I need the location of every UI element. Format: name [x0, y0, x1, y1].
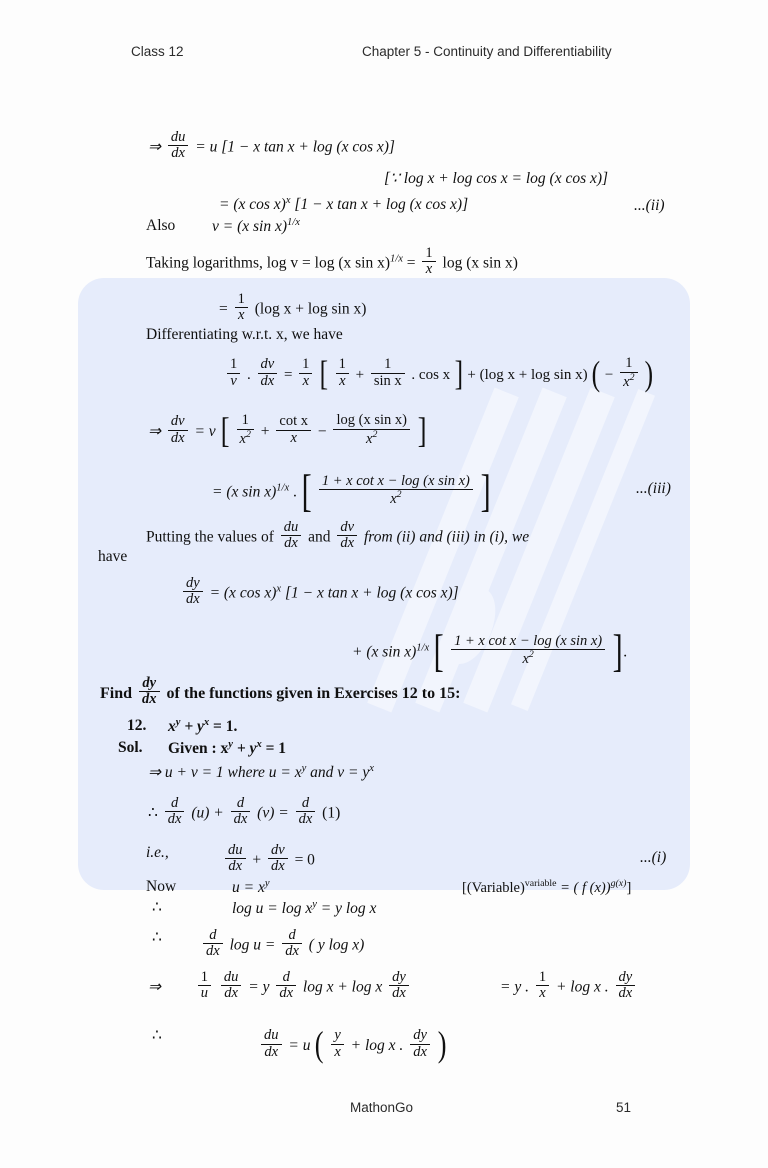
- fraction-one-over-x-5: $\frac{1}{x}$: [536, 970, 549, 1002]
- v-definition: v = (x sin x): [212, 218, 288, 236]
- implies-symbol: ⇒: [148, 138, 161, 156]
- left-bracket-2: [: [220, 410, 229, 451]
- fraction-one-over-x-2: $\frac{1}{x}$: [235, 292, 248, 324]
- fraction-dy-dx-5: $\frac{dy}{dx}$: [410, 1028, 430, 1060]
- line-expanded-log: [219, 290, 367, 326]
- header-class-label: Class 12: [131, 44, 184, 59]
- line-putting-values: [146, 518, 530, 554]
- equals-u: = u: [288, 1036, 311, 1054]
- footer-brand: MathonGo: [350, 1100, 414, 1115]
- dot-operator-2: .: [293, 483, 297, 501]
- final-rhs-part1: = (x cos x): [209, 584, 277, 602]
- ref-ii: ...(ii): [634, 197, 665, 214]
- and-v-equals: and v = y: [306, 764, 370, 782]
- log-u-equals: log u = log x: [232, 900, 313, 918]
- exponent-x-2: x: [276, 583, 282, 595]
- fraction-dv-dx-2: $\frac{dv}{dx}$: [168, 414, 188, 446]
- q12-plus-y: + y: [180, 718, 204, 736]
- right-bracket-3: ]: [480, 465, 491, 517]
- ref-iii: ...(iii): [636, 480, 671, 497]
- fraction-one-over-x-3: $\frac{1}{x}$: [299, 357, 312, 389]
- fraction-dy-dx-2: $\frac{dy}{dx}$: [139, 676, 160, 708]
- exp-y-3: y: [264, 878, 270, 889]
- plus-log-x-dot: + log x .: [555, 978, 609, 996]
- fraction-dv-dx: $\frac{dv}{dx}$: [258, 357, 278, 389]
- equation-i: [222, 841, 315, 877]
- page-header: [0, 44, 768, 66]
- fraction-dv-dx-4: $\frac{dv}{dx}$: [268, 843, 288, 875]
- plus-sign-2: +: [260, 422, 270, 440]
- q12-equals-one: = 1.: [209, 718, 238, 736]
- q12-x: x: [168, 718, 176, 736]
- u-equals-x: u = x: [232, 879, 265, 897]
- exponent-1-over-x-3: 1/x: [276, 482, 290, 494]
- and-word: and: [308, 528, 331, 546]
- equation-rhs: = u [1 − x tan x + log (x cos x)]: [195, 138, 395, 156]
- implies-symbol-4: ⇒: [148, 978, 161, 996]
- right-bracket-2: ]: [417, 410, 427, 451]
- right-paren-2: ): [437, 1024, 447, 1065]
- equation-one-over-u: [148, 968, 412, 1004]
- equation-right-side: [500, 968, 638, 1004]
- equation-final-dy-dx: [180, 574, 459, 610]
- exercise-heading: [100, 674, 461, 710]
- ref-i: ...(i): [640, 849, 667, 866]
- therefore-du-dx-final: [152, 1028, 162, 1044]
- line-u-plus-v: [148, 764, 374, 781]
- given-text: Given : x: [168, 740, 229, 758]
- plus-sign-3: +: [252, 851, 262, 869]
- fraction-one-over-v: $\frac{1}{v}$: [227, 357, 240, 389]
- footer-page-number: 51: [616, 1100, 632, 1115]
- solution-given: [168, 740, 286, 757]
- equation-u-equals: [232, 879, 270, 896]
- equation-du-dx: [148, 128, 395, 164]
- d-of-v: (v) =: [257, 804, 289, 822]
- log-x-sin-x: log (x sin x): [442, 254, 518, 272]
- therefore-symbol-3: ∴: [152, 929, 162, 946]
- therefore-symbol: ∴: [148, 804, 158, 822]
- note-log-identity: [∵ log x + log cos x = log (x cos x)]: [384, 170, 609, 187]
- exponent-1-over-x-4: 1/x: [416, 642, 430, 654]
- therefore-symbol-2: ∴: [152, 899, 162, 916]
- fraction-dv-dx-3: $\frac{dv}{dx}$: [337, 520, 357, 552]
- exercise-range-text: of the functions given in Exercises 12 to 15:: [166, 684, 461, 702]
- fraction-log-over-x-sq: $\frac{\text{log (x sin x)}}{x^2}$: [333, 413, 409, 447]
- plus-sign: +: [355, 367, 365, 384]
- fraction-one-over-x-squared: $\frac{1}{x^2}$: [620, 356, 637, 390]
- minus-sign: −: [604, 367, 614, 384]
- therefore-symbol-4: ∴: [152, 1027, 162, 1044]
- fraction-du-dx-4: $\frac{du}{dx}$: [221, 970, 242, 1002]
- equation-ii-lhs: = (x cos x): [219, 196, 286, 214]
- sol-equals-one: = 1: [261, 740, 287, 758]
- equation-log-u: [232, 900, 376, 917]
- from-refs-text: from (ii) and (iii) in (i), we: [363, 528, 530, 546]
- label-also: Also: [146, 217, 176, 234]
- equals-sign-3: =: [283, 367, 293, 384]
- implies-symbol-2: ⇒: [148, 422, 161, 440]
- question-12-number: 12.: [127, 717, 147, 734]
- equation-du-dx-final: [258, 1024, 447, 1065]
- left-bracket: [: [319, 354, 329, 394]
- find-word: Find: [100, 684, 133, 702]
- fraction-one-over-x-sq: $\frac{1}{x^2}$: [237, 413, 254, 447]
- implies-symbol-3: ⇒: [148, 764, 161, 782]
- equation-ii: [219, 196, 468, 213]
- left-paren: (: [592, 354, 601, 394]
- fraction-du-dx-3: $\frac{du}{dx}$: [225, 843, 246, 875]
- note-close: ]: [626, 879, 632, 896]
- equals-y: = y: [248, 978, 270, 996]
- header-chapter-label: Chapter 5 - Continuity and Differentiability: [362, 44, 612, 59]
- note-variable-exp: variable: [524, 878, 557, 889]
- right-bracket: ]: [454, 354, 464, 394]
- q12-exp-x: x: [203, 717, 210, 728]
- log-x-plus-log-x: log x + log x: [302, 978, 383, 996]
- equation-ddx-log-u: [200, 926, 365, 962]
- equals-sign: =: [406, 254, 416, 272]
- note-gx: g(x): [610, 878, 627, 889]
- fraction-one-over-x-4: $\frac{1}{x}$: [336, 357, 349, 389]
- fraction-d-dx-3: $\frac{d}{dx}$: [296, 796, 316, 828]
- note-fx: = ( f (x)): [556, 879, 611, 896]
- d-of-one: (1): [322, 804, 341, 822]
- fraction-iii-body: $\frac{\text{1 + x cot x − log (x sin x)}}{x^2}$: [319, 474, 473, 508]
- fraction-du-dx: $\frac{du}{dx}$: [168, 130, 189, 162]
- fraction-d-dx-6: $\frac{d}{dx}$: [276, 970, 296, 1002]
- exp-y-4: y: [312, 899, 317, 910]
- y-log-x-paren: ( y log x): [308, 936, 365, 954]
- fraction-y-over-x: $\frac{y}{x}$: [331, 1028, 343, 1060]
- left-bracket-3: [: [301, 465, 312, 517]
- sol-exp-x: x: [256, 739, 262, 750]
- dot-operator: .: [247, 367, 251, 384]
- plus-log-x-dot-2: + log x .: [350, 1036, 404, 1054]
- line-now: Now: [146, 878, 177, 895]
- note-variable-open: [(Variable): [462, 879, 525, 896]
- d-of-u: (u) +: [191, 804, 224, 822]
- right-bracket-4: ]: [612, 625, 623, 677]
- u-plus-v-text: u + v = 1 where u = x: [164, 764, 302, 782]
- exponent-1-over-x-2: 1/x: [390, 253, 403, 265]
- fraction-dy-dx: $\frac{dy}{dx}$: [183, 576, 203, 608]
- putting-values-text: Putting the values of: [146, 528, 274, 546]
- fraction-one-over-x: $\frac{1}{x}$: [422, 246, 435, 278]
- equation-final-second-term: [352, 625, 628, 677]
- line-ie: [146, 845, 169, 861]
- exponent-1-over-x: 1/x: [287, 217, 300, 228]
- sol-plus-y: + y: [232, 740, 257, 758]
- ie-label: i.e.,: [146, 844, 169, 861]
- line-differentiate-both: [148, 794, 341, 830]
- line-have: have: [98, 548, 128, 565]
- therefore-log-u: [152, 900, 162, 916]
- equation-iii-lhs: = (x sin x): [212, 483, 277, 501]
- question-12-text: [168, 718, 237, 735]
- exponent-x: x: [285, 195, 291, 206]
- fraction-d-dx: $\frac{d}{dx}$: [165, 796, 185, 828]
- fraction-final-body: $\frac{\text{1 + x cot x − log (x sin x)}}{x^2}$: [451, 634, 605, 668]
- fraction-du-dx-5: $\frac{du}{dx}$: [261, 1028, 282, 1060]
- minus-sign-2: −: [317, 422, 327, 440]
- left-paren-2: (: [315, 1024, 324, 1065]
- therefore-ddx-log: [152, 930, 162, 946]
- solution-label: Sol.: [118, 739, 143, 756]
- right-paren: ): [644, 354, 654, 394]
- fraction-d-dx-4: $\frac{d}{dx}$: [203, 928, 223, 960]
- fraction-d-dx-2: $\frac{d}{dx}$: [231, 796, 251, 828]
- equals-sign-2: =: [219, 300, 228, 318]
- line-differentiating: Differentiating w.r.t. x, we have: [146, 326, 343, 343]
- fraction-dy-dx-4: $\frac{dy}{dx}$: [616, 970, 636, 1002]
- log-sum-term: + (log x + log sin x): [467, 367, 588, 384]
- fraction-du-dx-2: $\frac{du}{dx}$: [281, 520, 302, 552]
- equation-ii-rhs: [1 − x tan x + log (x cos x)]: [290, 196, 469, 214]
- equation-v-def: [212, 218, 300, 235]
- final-rhs-part2: [1 − x tan x + log (x cos x)]: [281, 584, 459, 602]
- fraction-one-over-sin-x: $\frac{1}{\text{sin x}}$: [371, 357, 405, 389]
- fraction-cot-x-over-x: $\frac{\text{cot x}}{x}$: [276, 414, 311, 446]
- left-bracket-4: [: [433, 625, 444, 677]
- fraction-one-over-u: $\frac{1}{u}$: [198, 970, 211, 1002]
- exp-x-3: x: [369, 763, 374, 774]
- log-u-text: log u =: [229, 936, 276, 954]
- cos-x-term: . cos x: [411, 367, 451, 384]
- fraction-dy-dx-3: $\frac{dy}{dx}$: [389, 970, 409, 1002]
- line-taking-logarithms: [146, 244, 518, 280]
- equation-iii: [212, 465, 491, 517]
- log-sum-expression: (log x + log sin x): [254, 300, 367, 318]
- q12-exp-y: y: [175, 717, 181, 728]
- sol-exp-y: y: [228, 739, 233, 750]
- equation-dv-dx: [148, 410, 427, 451]
- fraction-d-dx-5: $\frac{d}{dx}$: [282, 928, 302, 960]
- period: .: [623, 643, 628, 661]
- equals-v: = v: [194, 422, 216, 440]
- equation-chain-rule: [224, 354, 654, 394]
- y-log-x: = y log x: [316, 900, 377, 918]
- equals-zero: = 0: [294, 851, 315, 869]
- note-variable-power: [462, 879, 631, 895]
- exp-y-2: y: [301, 763, 307, 774]
- taking-logarithms-text: Taking logarithms, log v = log (x sin x): [146, 254, 391, 272]
- equals-y-dot: = y .: [500, 978, 529, 996]
- second-term-base: + (x sin x): [352, 643, 417, 661]
